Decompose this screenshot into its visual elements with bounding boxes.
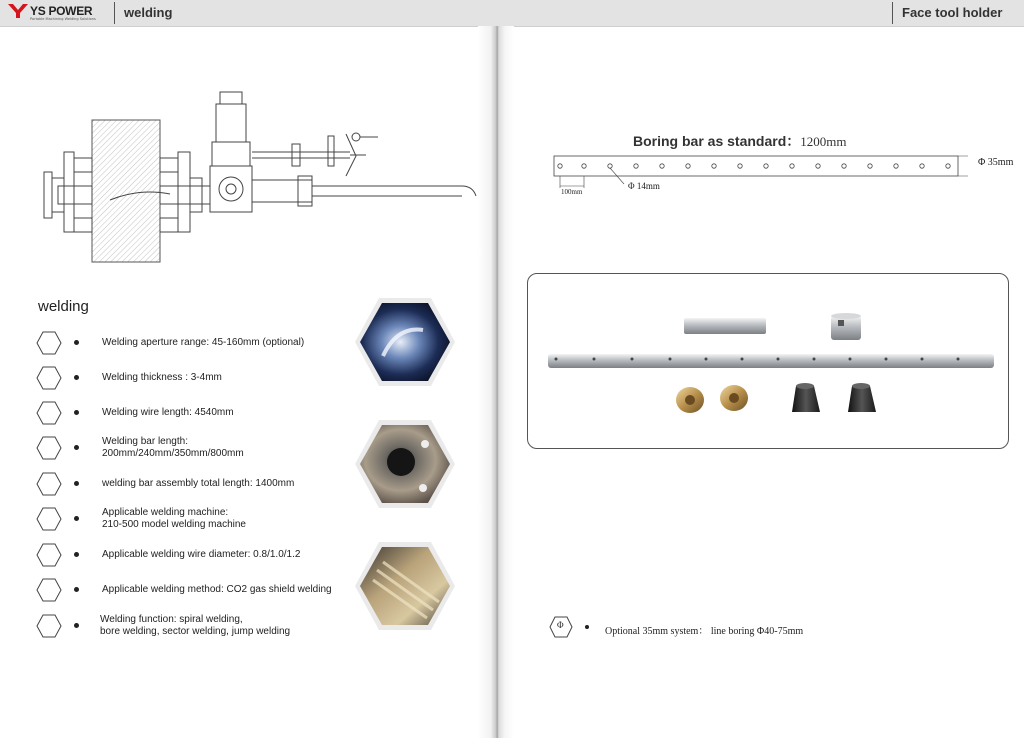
bullet-icon <box>74 445 79 450</box>
hexagon-icon <box>36 331 62 355</box>
spec-text: Applicable welding wire diameter: 0.8/1.0/1.2 <box>102 549 301 560</box>
boring-bar-title <box>633 131 847 151</box>
spec-item <box>36 614 356 648</box>
boring-bar-parts-photo <box>528 274 1008 448</box>
hole-diameter-label: Φ 14mm <box>628 181 660 191</box>
diameter-label: Φ 35mm <box>978 157 1014 168</box>
welding-photo-1 <box>353 296 457 388</box>
bullet-icon <box>74 623 79 628</box>
brand-logo <box>8 3 108 23</box>
hexagon-icon <box>36 578 62 602</box>
hexagon-icon <box>36 401 62 425</box>
brand-logo-mark <box>8 4 28 18</box>
parts-photo-panel <box>527 273 1009 449</box>
header-section: welding <box>124 5 173 20</box>
welding-photo-3 <box>353 540 457 632</box>
hexagon-icon <box>36 436 62 460</box>
spec-item <box>36 436 356 470</box>
boring-bar-drawing <box>548 150 968 200</box>
spec-text: Applicable welding method: CO2 gas shield welding <box>102 584 332 595</box>
header-divider-right <box>892 2 893 24</box>
header-divider <box>114 2 115 24</box>
welding-machine-drawing <box>30 82 480 267</box>
bullet-icon <box>74 340 79 345</box>
spec-text: Welding function: spiral welding, bore welding, sector welding, jump welding <box>100 614 291 637</box>
hexagon-icon <box>36 543 62 567</box>
bullet-icon <box>74 516 79 521</box>
spec-item <box>36 543 356 577</box>
option-item <box>549 616 849 640</box>
spec-text: welding bar assembly total length: 1400mm <box>102 478 295 489</box>
bullet-icon <box>74 481 79 486</box>
spec-item <box>36 401 356 435</box>
phi-icon: Φ <box>557 620 564 630</box>
hexagon-icon <box>36 366 62 390</box>
hexagon-icon <box>36 472 62 496</box>
spec-text: Welding bar length: 200mm/240mm/350mm/800mm <box>102 436 244 459</box>
bullet-icon <box>585 625 589 629</box>
boring-bar-title-label: Boring bar as standard： <box>633 133 801 149</box>
bullet-icon <box>74 375 79 380</box>
welding-photo-2 <box>353 418 457 510</box>
bullet-icon <box>74 552 79 557</box>
page-header <box>0 0 1024 27</box>
option-text: Optional 35mm system： line boring Φ40-75mm <box>605 626 804 637</box>
spec-item <box>36 472 356 506</box>
hexagon-icon <box>36 614 62 638</box>
book-spine <box>478 26 514 738</box>
pitch-label: 100mm <box>561 188 583 196</box>
header-page-title: Face tool holder <box>902 5 1003 20</box>
boring-bar-length: 1200mm <box>800 134 847 149</box>
spec-text: Applicable welding machine: 210-500 model welding machine <box>102 507 246 530</box>
bullet-icon <box>74 587 79 592</box>
spec-item <box>36 578 356 612</box>
section-title: welding <box>38 298 89 315</box>
spec-item <box>36 331 356 365</box>
brand-name: YS POWER <box>30 4 93 18</box>
brand-tagline: Portable Machining Welding Solutions <box>30 17 96 21</box>
spec-text: Welding aperture range: 45-160mm (optional) <box>102 337 305 348</box>
spec-text: Welding thickness : 3-4mm <box>102 372 222 383</box>
spec-text: Welding wire length: 4540mm <box>102 407 234 418</box>
bullet-icon <box>74 410 79 415</box>
spec-item <box>36 507 356 541</box>
spec-item <box>36 366 356 400</box>
hexagon-icon <box>36 507 62 531</box>
